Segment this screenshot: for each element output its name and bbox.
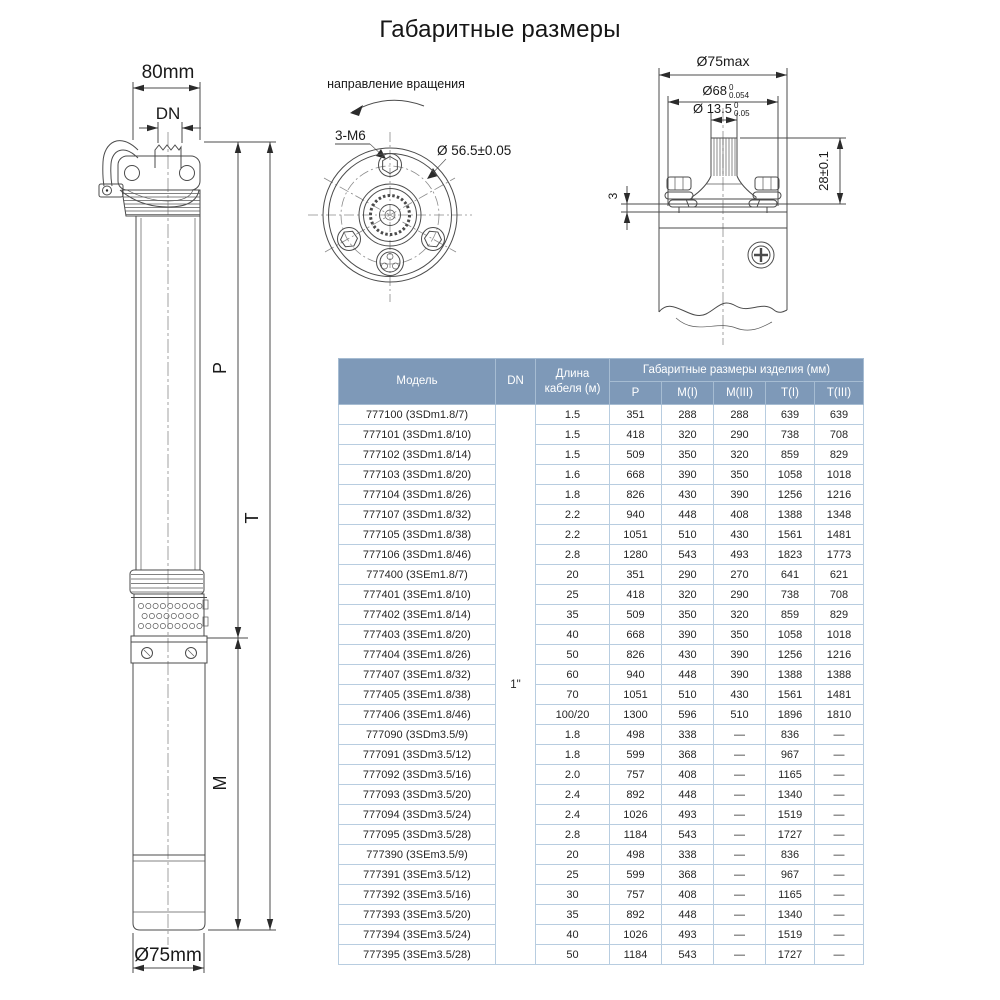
model-cell: 777406 (3SEm1.8/46) — [339, 705, 496, 725]
t3-cell: 1810 — [815, 705, 864, 725]
t1-cell: 1388 — [766, 505, 815, 525]
table-row — [339, 605, 864, 625]
m1-cell: 350 — [662, 605, 714, 625]
m3-cell: 320 — [714, 445, 766, 465]
m3-cell: 430 — [714, 685, 766, 705]
model-cell: 777104 (3SDm1.8/26) — [339, 485, 496, 505]
model-cell: 777093 (3SDm3.5/20) — [339, 785, 496, 805]
dim-80mm-label: 80mm — [141, 62, 195, 83]
model-cell: 777395 (3SEm3.5/28) — [339, 945, 496, 965]
model-cell: 777091 (3SDm3.5/12) — [339, 745, 496, 765]
dim-68-tol-bottom: 0.054 — [729, 91, 750, 100]
t1-cell: 1256 — [766, 485, 815, 505]
model-cell: 777400 (3SEm1.8/7) — [339, 565, 496, 585]
dim-13p5-tol-top: 0 — [734, 101, 739, 110]
m3-cell: — — [714, 785, 766, 805]
model-cell: 777106 (3SDm1.8/46) — [339, 545, 496, 565]
t3-cell: 829 — [815, 605, 864, 625]
p-cell: 1184 — [610, 825, 662, 845]
m1-cell: 338 — [662, 725, 714, 745]
model-cell: 777407 (3SEm1.8/32) — [339, 665, 496, 685]
m1-cell: 448 — [662, 785, 714, 805]
cable-length-cell: 1.5 — [536, 425, 610, 445]
t1-cell: 1165 — [766, 885, 815, 905]
header-dimensions-group: Габаритные размеры изделия (мм) — [610, 359, 864, 382]
t3-cell: — — [815, 925, 864, 945]
cable-length-cell: 50 — [536, 945, 610, 965]
cable-length-cell: 2.4 — [536, 805, 610, 825]
dim-68-label: Ø68 — [702, 83, 727, 98]
cable-length-cell: 1.5 — [536, 445, 610, 465]
table-row — [339, 525, 864, 545]
t3-cell: 1018 — [815, 625, 864, 645]
t3-cell: — — [815, 825, 864, 845]
t3-cell: 829 — [815, 445, 864, 465]
t3-cell: — — [815, 785, 864, 805]
model-cell: 777101 (3SDm1.8/10) — [339, 425, 496, 445]
t1-cell: 1058 — [766, 465, 815, 485]
m3-cell: — — [714, 725, 766, 745]
p-cell: 1300 — [610, 705, 662, 725]
m3-cell: — — [714, 945, 766, 965]
m1-cell: 493 — [662, 805, 714, 825]
table-body — [339, 405, 864, 965]
t1-cell: 1058 — [766, 625, 815, 645]
t1-cell: 859 — [766, 605, 815, 625]
t1-cell: 1256 — [766, 645, 815, 665]
p-cell: 1026 — [610, 925, 662, 945]
rotation-direction-label: направление вращения — [327, 77, 465, 91]
t1-cell: 639 — [766, 405, 815, 425]
table-header — [339, 359, 864, 405]
model-cell: 777404 (3SEm1.8/26) — [339, 645, 496, 665]
m3-cell: — — [714, 905, 766, 925]
model-cell: 777402 (3SEm1.8/14) — [339, 605, 496, 625]
table-row — [339, 925, 864, 945]
m3-cell: — — [714, 765, 766, 785]
dim-m-label: M — [210, 775, 230, 791]
coupling-section — [131, 636, 207, 663]
t3-cell: 708 — [815, 585, 864, 605]
table-row — [339, 625, 864, 645]
t3-cell: — — [815, 805, 864, 825]
m1-cell: 320 — [662, 585, 714, 605]
t3-cell: 621 — [815, 565, 864, 585]
p-cell: 668 — [610, 625, 662, 645]
model-cell: 777105 (3SDm1.8/38) — [339, 525, 496, 545]
model-cell: 777095 (3SDm3.5/28) — [339, 825, 496, 845]
dim-68-tol-top: 0 — [729, 83, 734, 92]
dim-3-label: 3 — [606, 192, 620, 200]
model-cell: 777092 (3SDm3.5/16) — [339, 765, 496, 785]
cable-length-cell: 25 — [536, 865, 610, 885]
t3-cell: 1216 — [815, 645, 864, 665]
cable-length-cell: 25 — [536, 585, 610, 605]
m3-cell: 390 — [714, 485, 766, 505]
m1-cell: 320 — [662, 425, 714, 445]
p-cell: 418 — [610, 585, 662, 605]
model-cell: 777100 (3SDm1.8/7) — [339, 405, 496, 425]
model-cell: 777391 (3SEm3.5/12) — [339, 865, 496, 885]
cable-length-cell: 2.4 — [536, 785, 610, 805]
t1-cell: 1823 — [766, 545, 815, 565]
m1-cell: 493 — [662, 925, 714, 945]
t3-cell: 1018 — [815, 465, 864, 485]
m3-cell: — — [714, 925, 766, 945]
motor-shaft — [711, 138, 737, 176]
model-cell: 777094 (3SDm3.5/24) — [339, 805, 496, 825]
t1-cell: 1727 — [766, 825, 815, 845]
p-cell: 509 — [610, 605, 662, 625]
header-cable: Длина кабеля (м) — [536, 359, 610, 405]
cable-length-cell: 30 — [536, 885, 610, 905]
suction-screen — [131, 594, 208, 636]
model-cell: 777392 (3SEm3.5/16) — [339, 885, 496, 905]
p-cell: 1280 — [610, 545, 662, 565]
header-p: P — [610, 382, 662, 405]
cable-length-cell: 2.2 — [536, 505, 610, 525]
table-row — [339, 425, 864, 445]
table-row — [339, 705, 864, 725]
m3-cell: — — [714, 865, 766, 885]
table-row — [339, 445, 864, 465]
m3-cell: 390 — [714, 645, 766, 665]
t1-cell: 1519 — [766, 925, 815, 945]
m1-cell: 290 — [662, 565, 714, 585]
cable-length-cell: 1.8 — [536, 725, 610, 745]
t3-cell: — — [815, 865, 864, 885]
flange-top-view — [308, 77, 511, 302]
table-row — [339, 465, 864, 485]
cable-length-cell: 2.8 — [536, 545, 610, 565]
p-cell: 1026 — [610, 805, 662, 825]
dim-dn-label: DN — [155, 104, 181, 123]
table-row — [339, 945, 864, 965]
p-cell: 757 — [610, 885, 662, 905]
m3-cell: — — [714, 805, 766, 825]
t1-cell: 1165 — [766, 765, 815, 785]
table-row — [339, 485, 864, 505]
m3-cell: 408 — [714, 505, 766, 525]
cable-length-cell: 1.8 — [536, 745, 610, 765]
dimensions-table — [338, 358, 864, 965]
p-cell: 351 — [610, 565, 662, 585]
table-row — [339, 825, 864, 845]
t3-cell: 1388 — [815, 665, 864, 685]
m3-cell: — — [714, 845, 766, 865]
pump-side-view — [99, 62, 276, 973]
cable-length-cell: 70 — [536, 685, 610, 705]
cable-length-cell: 35 — [536, 605, 610, 625]
model-cell: 777394 (3SEm3.5/24) — [339, 925, 496, 945]
phillips-screw — [748, 242, 774, 268]
header-dn: DN — [496, 359, 536, 405]
p-cell: 892 — [610, 785, 662, 805]
t1-cell: 738 — [766, 585, 815, 605]
m3-cell: 493 — [714, 545, 766, 565]
m1-cell: 350 — [662, 445, 714, 465]
m1-cell: 448 — [662, 905, 714, 925]
p-cell: 509 — [610, 445, 662, 465]
table-row — [339, 745, 864, 765]
m1-cell: 390 — [662, 465, 714, 485]
cable-length-cell: 100/20 — [536, 705, 610, 725]
t1-cell: 641 — [766, 565, 815, 585]
t1-cell: 1727 — [766, 945, 815, 965]
cable-length-cell: 1.6 — [536, 465, 610, 485]
t3-cell: — — [815, 845, 864, 865]
p-cell: 351 — [610, 405, 662, 425]
bolt-thread-label: 3-M6 — [335, 128, 366, 143]
motor-body — [133, 663, 205, 930]
header-m1: M(I) — [662, 382, 714, 405]
p-cell: 1051 — [610, 685, 662, 705]
page-title: Габаритные размеры — [379, 16, 621, 43]
table-row — [339, 765, 864, 785]
t1-cell: 1340 — [766, 905, 815, 925]
t3-cell: — — [815, 745, 864, 765]
t3-cell: 1481 — [815, 685, 864, 705]
m3-cell: 290 — [714, 425, 766, 445]
p-cell: 1184 — [610, 945, 662, 965]
p-cell: 757 — [610, 765, 662, 785]
model-cell: 777393 (3SEm3.5/20) — [339, 905, 496, 925]
cable-length-cell: 35 — [536, 905, 610, 925]
model-cell: 777103 (3SDm1.8/20) — [339, 465, 496, 485]
m1-cell: 430 — [662, 645, 714, 665]
cable-length-cell: 2.8 — [536, 825, 610, 845]
motor-top-view — [606, 53, 846, 345]
rotation-arrow-head — [350, 105, 363, 116]
m1-cell: 543 — [662, 825, 714, 845]
dim-p-label: P — [210, 361, 230, 375]
t1-cell: 738 — [766, 425, 815, 445]
m3-cell: 320 — [714, 605, 766, 625]
table-row — [339, 725, 864, 745]
p-cell: 1051 — [610, 525, 662, 545]
m1-cell: 543 — [662, 545, 714, 565]
m1-cell: 543 — [662, 945, 714, 965]
t3-cell: 1348 — [815, 505, 864, 525]
t3-cell: — — [815, 765, 864, 785]
p-cell: 599 — [610, 865, 662, 885]
p-cell: 826 — [610, 645, 662, 665]
table-row — [339, 685, 864, 705]
table-row — [339, 545, 864, 565]
dim-75max-label: Ø75max — [696, 53, 750, 69]
m1-cell: 448 — [662, 505, 714, 525]
cable-length-cell: 20 — [536, 845, 610, 865]
pump-discharge-head — [118, 145, 200, 207]
model-cell: 777401 (3SEm1.8/10) — [339, 585, 496, 605]
m1-cell: 368 — [662, 865, 714, 885]
m3-cell: 290 — [714, 585, 766, 605]
t1-cell: 1561 — [766, 685, 815, 705]
dim-13p5-label: Ø 13.5 — [692, 101, 732, 116]
t1-cell: 836 — [766, 845, 815, 865]
p-cell: 668 — [610, 465, 662, 485]
table-row — [339, 665, 864, 685]
m1-cell: 408 — [662, 765, 714, 785]
bolt-circle-dim-label: Ø 56.5±0.05 — [437, 143, 512, 158]
dim-13p5-tol-bottom: 0.05 — [734, 109, 750, 118]
t3-cell: — — [815, 945, 864, 965]
dn-cell: 1" — [496, 405, 536, 965]
p-cell: 418 — [610, 425, 662, 445]
table-row — [339, 645, 864, 665]
t1-cell: 836 — [766, 725, 815, 745]
m1-cell: 408 — [662, 885, 714, 905]
t3-cell: 639 — [815, 405, 864, 425]
t1-cell: 1340 — [766, 785, 815, 805]
m3-cell: 510 — [714, 705, 766, 725]
p-cell: 940 — [610, 505, 662, 525]
table-row — [339, 405, 864, 425]
dim-75mm-label: Ø75mm — [134, 945, 202, 966]
m1-cell: 430 — [662, 485, 714, 505]
table-row — [339, 805, 864, 825]
p-cell: 599 — [610, 745, 662, 765]
t1-cell: 967 — [766, 745, 815, 765]
model-cell: 777403 (3SEm1.8/20) — [339, 625, 496, 645]
dim-t-label: T — [242, 512, 262, 524]
m1-cell: 390 — [662, 625, 714, 645]
m3-cell: 270 — [714, 565, 766, 585]
m1-cell: 596 — [662, 705, 714, 725]
header-model: Модель — [339, 359, 496, 405]
t1-cell: 1561 — [766, 525, 815, 545]
table-row — [339, 905, 864, 925]
m3-cell: — — [714, 745, 766, 765]
p-cell: 940 — [610, 665, 662, 685]
table-row — [339, 505, 864, 525]
m3-cell: — — [714, 825, 766, 845]
table-row — [339, 785, 864, 805]
t3-cell: 1481 — [815, 525, 864, 545]
header-m3: M(III) — [714, 382, 766, 405]
t3-cell: — — [815, 905, 864, 925]
t3-cell: 1216 — [815, 485, 864, 505]
cable-length-cell: 50 — [536, 645, 610, 665]
m3-cell: — — [714, 885, 766, 905]
cable-length-cell: 2.2 — [536, 525, 610, 545]
cable-length-cell: 40 — [536, 925, 610, 945]
cable-length-cell: 2.0 — [536, 765, 610, 785]
header-t1: T(I) — [766, 382, 815, 405]
lower-rib-section — [130, 570, 204, 594]
table-row — [339, 845, 864, 865]
model-cell: 777390 (3SEm3.5/9) — [339, 845, 496, 865]
model-cell: 777102 (3SDm1.8/14) — [339, 445, 496, 465]
m1-cell: 368 — [662, 745, 714, 765]
table-row — [339, 865, 864, 885]
t3-cell: 1773 — [815, 545, 864, 565]
cable-length-cell: 60 — [536, 665, 610, 685]
m3-cell: 390 — [714, 665, 766, 685]
screen-holes — [138, 603, 202, 628]
model-cell: 777107 (3SDm1.8/32) — [339, 505, 496, 525]
t1-cell: 1388 — [766, 665, 815, 685]
m3-cell: 350 — [714, 625, 766, 645]
cable-length-cell: 1.8 — [536, 485, 610, 505]
t1-cell: 1896 — [766, 705, 815, 725]
table-row — [339, 565, 864, 585]
p-cell: 498 — [610, 845, 662, 865]
m1-cell: 510 — [662, 525, 714, 545]
cable-length-cell: 20 — [536, 565, 610, 585]
p-cell: 498 — [610, 725, 662, 745]
model-cell: 777090 (3SDm3.5/9) — [339, 725, 496, 745]
m3-cell: 288 — [714, 405, 766, 425]
cable-length-cell: 1.5 — [536, 405, 610, 425]
header-t3: T(III) — [815, 382, 864, 405]
rotation-arrow-arc — [352, 100, 424, 112]
p-cell: 892 — [610, 905, 662, 925]
t3-cell: — — [815, 885, 864, 905]
table-row — [339, 885, 864, 905]
t1-cell: 859 — [766, 445, 815, 465]
m1-cell: 510 — [662, 685, 714, 705]
m3-cell: 350 — [714, 465, 766, 485]
t1-cell: 1519 — [766, 805, 815, 825]
cable-length-cell: 40 — [536, 625, 610, 645]
dim-28-label: 28±0.1 — [816, 151, 831, 191]
m1-cell: 338 — [662, 845, 714, 865]
p-cell: 826 — [610, 485, 662, 505]
t3-cell: 708 — [815, 425, 864, 445]
table-row — [339, 585, 864, 605]
wing-bolt-left — [665, 177, 697, 213]
t3-cell: — — [815, 725, 864, 745]
t1-cell: 967 — [766, 865, 815, 885]
bolt-hole-left — [338, 228, 361, 251]
m1-cell: 448 — [662, 665, 714, 685]
m1-cell: 288 — [662, 405, 714, 425]
model-cell: 777405 (3SEm1.8/38) — [339, 685, 496, 705]
m3-cell: 430 — [714, 525, 766, 545]
